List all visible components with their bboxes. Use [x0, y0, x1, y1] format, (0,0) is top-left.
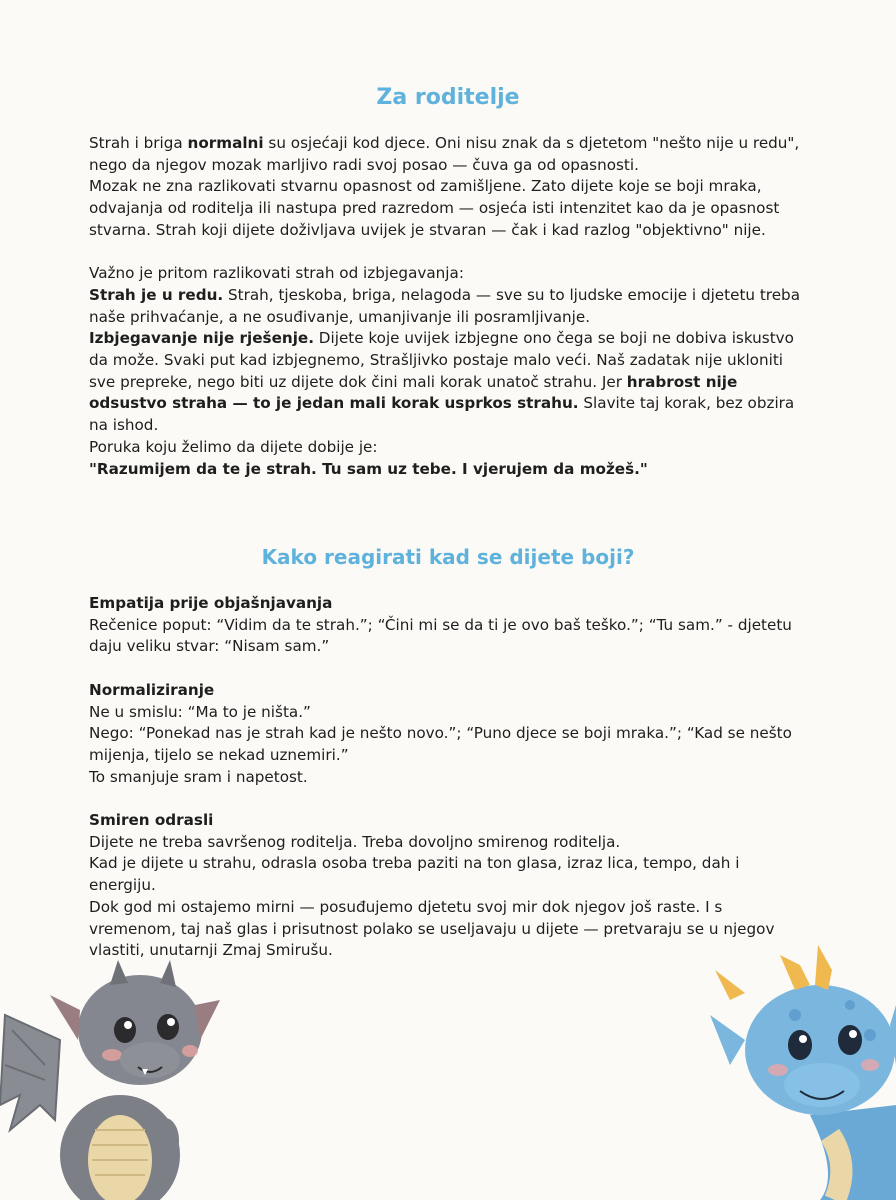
intro-paragraph-5: Izbjegavanje nije rješenje. Dijete koje uvijek izbjegne ono čega se boji ne dobiva iskustvo da može. Svaki put kad izbjegnemo, Strašljivko postaje malo veći. Naš zadatak nije ukloniti sve prepreke, nego biti uz dijete dok čini mali korak unatoč strahu. Jer hrabrost nije odsustvo straha — to je jedan mali korak usprkos strahu. Slavite taj korak, bez obzira na ishod. — [89, 329, 795, 435]
subheading-calm-adult: Smiren odrasli — [89, 811, 214, 829]
calm-adult-text-3: Dok god mi ostajemo mirni — posuđujemo djetetu svoj mir dok njegov još raste. I s vremenom, taj naš glas i prisutnost polako se useljavaju u dijete — pretvaraju se u njegov vlastiti, unutarnji Zmaj Smirušu. — [89, 897, 775, 960]
page-title: Za roditelje — [376, 85, 520, 110]
grey-dragon-illustration — [0, 955, 220, 1200]
intro-paragraph-6: Poruka koju želimo da dijete dobije je: — [89, 437, 378, 456]
intro-paragraph-4: Strah je u redu. Strah, tjeskoba, briga, nelagoda — sve su to ljudske emocije i djetetu treba naše prihvaćanje, a ne osuđivanje, umanjivanje ili posramljivanje. — [89, 285, 801, 326]
blue-dragon-illustration — [700, 945, 896, 1200]
intro-paragraph-2: Mozak ne zna razlikovati stvarnu opasnost od zamišljene. Zato dijete koje se boji mraka, odvajanja od roditelja ili nastupa pred razredom — osjeća isti intenzitet kao da je opasnost stvarna. Strah koji dijete doživljava uvijek je stvaran — čak i kad razlog "objektivno" nije. — [89, 177, 780, 239]
intro-section — [89, 133, 809, 480]
subheading-normalizing: Normaliziranje — [89, 680, 215, 699]
normalizing-text-1: Ne u smislu: “Ma to je ništa.” — [89, 702, 311, 721]
intro-paragraph-3: Važno je pritom razlikovati strah od izbjegavanja: — [89, 264, 464, 283]
reaction-section — [89, 593, 809, 962]
section-title: Kako reagirati kad se dijete boji? — [261, 545, 635, 569]
key-message: "Razumijem da te je strah. Tu sam uz tebe. I vjerujem da možeš." — [89, 459, 648, 478]
intro-paragraph-1: Strah i briga normalni su osjećaji kod djece. Oni nisu znak da s djetetom "nešto nije u redu", nego da njegov mozak marljivo radi svoj posao — čuva ga od opasnosti. — [89, 134, 800, 174]
calm-adult-text-2: Kad je dijete u strahu, odrasla osoba treba paziti na ton glasa, izraz lica, tempo, dah i energiju. — [89, 854, 740, 895]
empathy-text: Rečenice poput: “Vidim da te strah.”; “Čini mi se da ti je ovo baš teško.”; “Tu sam.” - djetetu daju veliku stvar: “Nisam sam.” — [89, 615, 792, 656]
subheading-empathy: Empatija prije objašnjavanja — [89, 594, 333, 612]
emphasis-normalni: normalni — [187, 134, 264, 152]
normalizing-text-2: Nego: “Ponekad nas je strah kad je nešto novo.”; “Puno djece se boji mraka.”; “Kad se nešto mijenja, tijelo se nekad uznemiri.” — [89, 724, 792, 764]
normalizing-text-3: To smanjuje sram i napetost. — [89, 767, 308, 786]
calm-adult-text-1: Dijete ne treba savršenog roditelja. Treba dovoljno smirenog roditelja. — [89, 832, 621, 851]
